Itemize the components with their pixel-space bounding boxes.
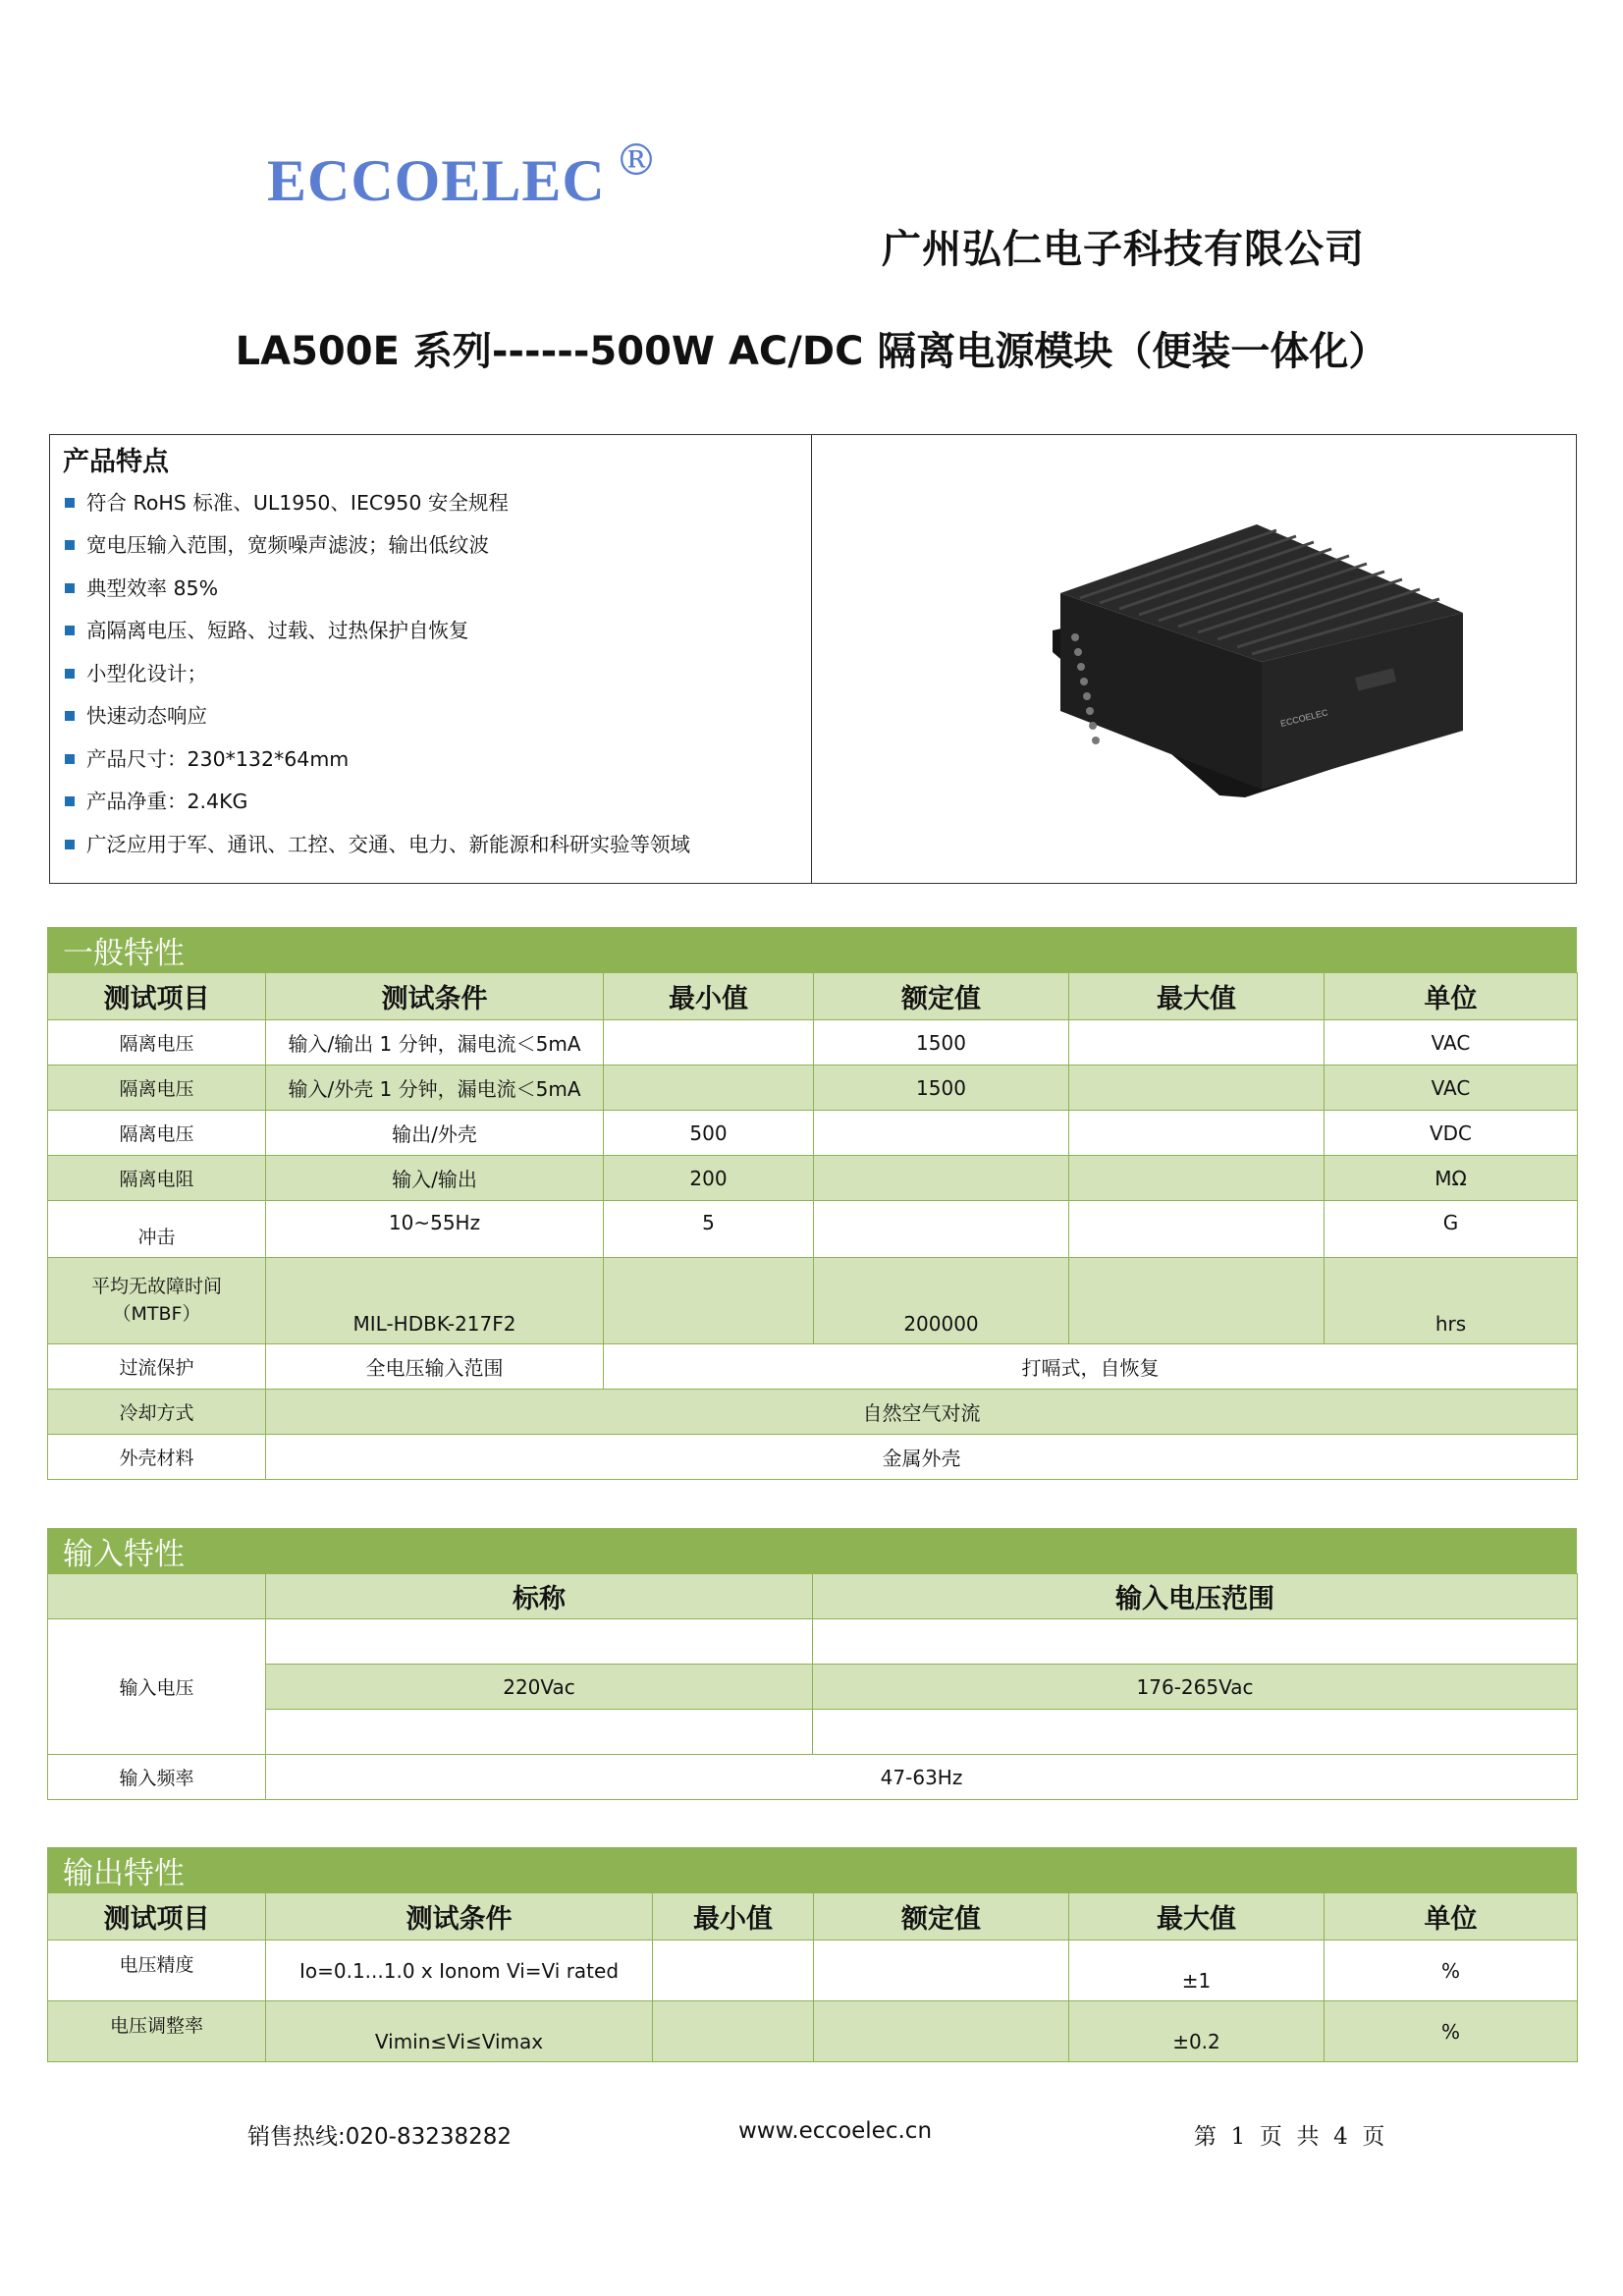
table-row: 隔离电阻 输入/输出 200 MΩ [48, 1156, 1578, 1201]
bullet-square-icon [65, 626, 75, 635]
feature-item: 产品净重：2.4KG [63, 781, 690, 824]
company-name: 广州弘仁电子科技有限公司 [882, 227, 1365, 272]
footer-hotline: 销售热线:020-83238282 [247, 2124, 513, 2150]
product-image [1051, 505, 1483, 799]
col-header: 额定值 [814, 973, 1069, 1020]
company-logo: ECCOELEC [267, 148, 606, 213]
input-section-title: 输入特性 [47, 1528, 1577, 1573]
feature-item: 产品尺寸：230*132*64mm [63, 738, 690, 781]
bullet-square-icon [65, 796, 75, 806]
general-table [47, 972, 1578, 1480]
col-header: 单位 [1325, 1893, 1578, 1941]
feature-item: 典型效率 85% [63, 567, 690, 610]
input-header-row [48, 1574, 1578, 1619]
col-header: 额定值 [814, 1893, 1069, 1941]
bullet-square-icon [65, 711, 75, 721]
col-header: 最小值 [653, 1893, 814, 1941]
output-section-title: 输出特性 [47, 1847, 1577, 1892]
col-header: 测试条件 [266, 1893, 653, 1941]
bullet-square-icon [65, 583, 75, 593]
col-header: 输入电压范围 [813, 1574, 1578, 1619]
col-header: 单位 [1325, 973, 1578, 1020]
table-row: 过流保护 全电压输入范围 打嗝式，自恢复 [48, 1344, 1578, 1390]
features-divider [811, 434, 812, 884]
col-header: 标称 [266, 1574, 813, 1619]
table-row-mtbf: 平均无故障时间 （MTBF） MIL-HDBK-217F2 200000 hrs [48, 1258, 1578, 1344]
bullet-square-icon [65, 498, 75, 508]
features-list [63, 481, 690, 866]
footer-page-number: 第 1 页 共 4 页 [1194, 2124, 1385, 2150]
registered-mark: ® [615, 136, 658, 186]
col-header: 最小值 [604, 973, 814, 1020]
col-header: 最大值 [1069, 973, 1325, 1020]
output-table [47, 1892, 1578, 2062]
col-header: 测试项目 [48, 1893, 266, 1941]
bullet-square-icon [65, 669, 75, 679]
table-row: 冷却方式 自然空气对流 [48, 1390, 1578, 1435]
general-section-title: 一般特性 [47, 927, 1577, 972]
bullet-square-icon [65, 840, 75, 849]
table-row: 输入频率 47-63Hz [48, 1755, 1578, 1800]
page-title: LA500E 系列------500W AC/DC 隔离电源模块（便装一体化） [235, 329, 1388, 374]
feature-item: 小型化设计； [63, 652, 690, 695]
bullet-square-icon [65, 540, 75, 550]
product-label: ECCOELEC [1279, 707, 1329, 729]
table-row: 隔离电压 输入/输出 1 分钟，漏电流＜5mA 1500 VAC [48, 1020, 1578, 1066]
footer-website[interactable]: www.eccoelec.cn [738, 2118, 933, 2144]
bullet-square-icon [65, 754, 75, 764]
table-row: 外壳材料 金属外壳 [48, 1435, 1578, 1480]
input-table [47, 1573, 1578, 1800]
general-header-row [48, 973, 1578, 1020]
col-header: 测试条件 [266, 973, 604, 1020]
feature-item: 符合 RoHS 标准、UL1950、IEC950 安全规程 [63, 481, 690, 524]
table-row: 冲击 10~55Hz 5 G [48, 1201, 1578, 1258]
table-row [48, 1710, 1578, 1755]
table-row: 电压调整率 Vimin≤Vi≤Vimax ±0.2 % [48, 2001, 1578, 2062]
feature-item: 广泛应用于军、通讯、工控、交通、电力、新能源和科研实验等领域 [63, 823, 690, 866]
table-row: 隔离电压 输出/外壳 500 VDC [48, 1111, 1578, 1156]
feature-item: 高隔离电压、短路、过载、过热保护自恢复 [63, 610, 690, 653]
output-header-row [48, 1893, 1578, 1941]
col-header: 最大值 [1069, 1893, 1325, 1941]
table-row: 220Vac 176-265Vac [48, 1665, 1578, 1710]
table-row: 电压精度 Io=0.1...1.0 x Ionom Vi=Vi rated ±1 % [48, 1941, 1578, 2001]
feature-item: 快速动态响应 [63, 695, 690, 738]
table-row: 输入电压 [48, 1619, 1578, 1665]
feature-item: 宽电压输入范围，宽频噪声滤波；输出低纹波 [63, 524, 690, 568]
table-row: 隔离电压 输入/外壳 1 分钟，漏电流＜5mA 1500 VAC [48, 1066, 1578, 1111]
features-heading: 产品特点 [63, 447, 169, 477]
col-header: 测试项目 [48, 973, 266, 1020]
